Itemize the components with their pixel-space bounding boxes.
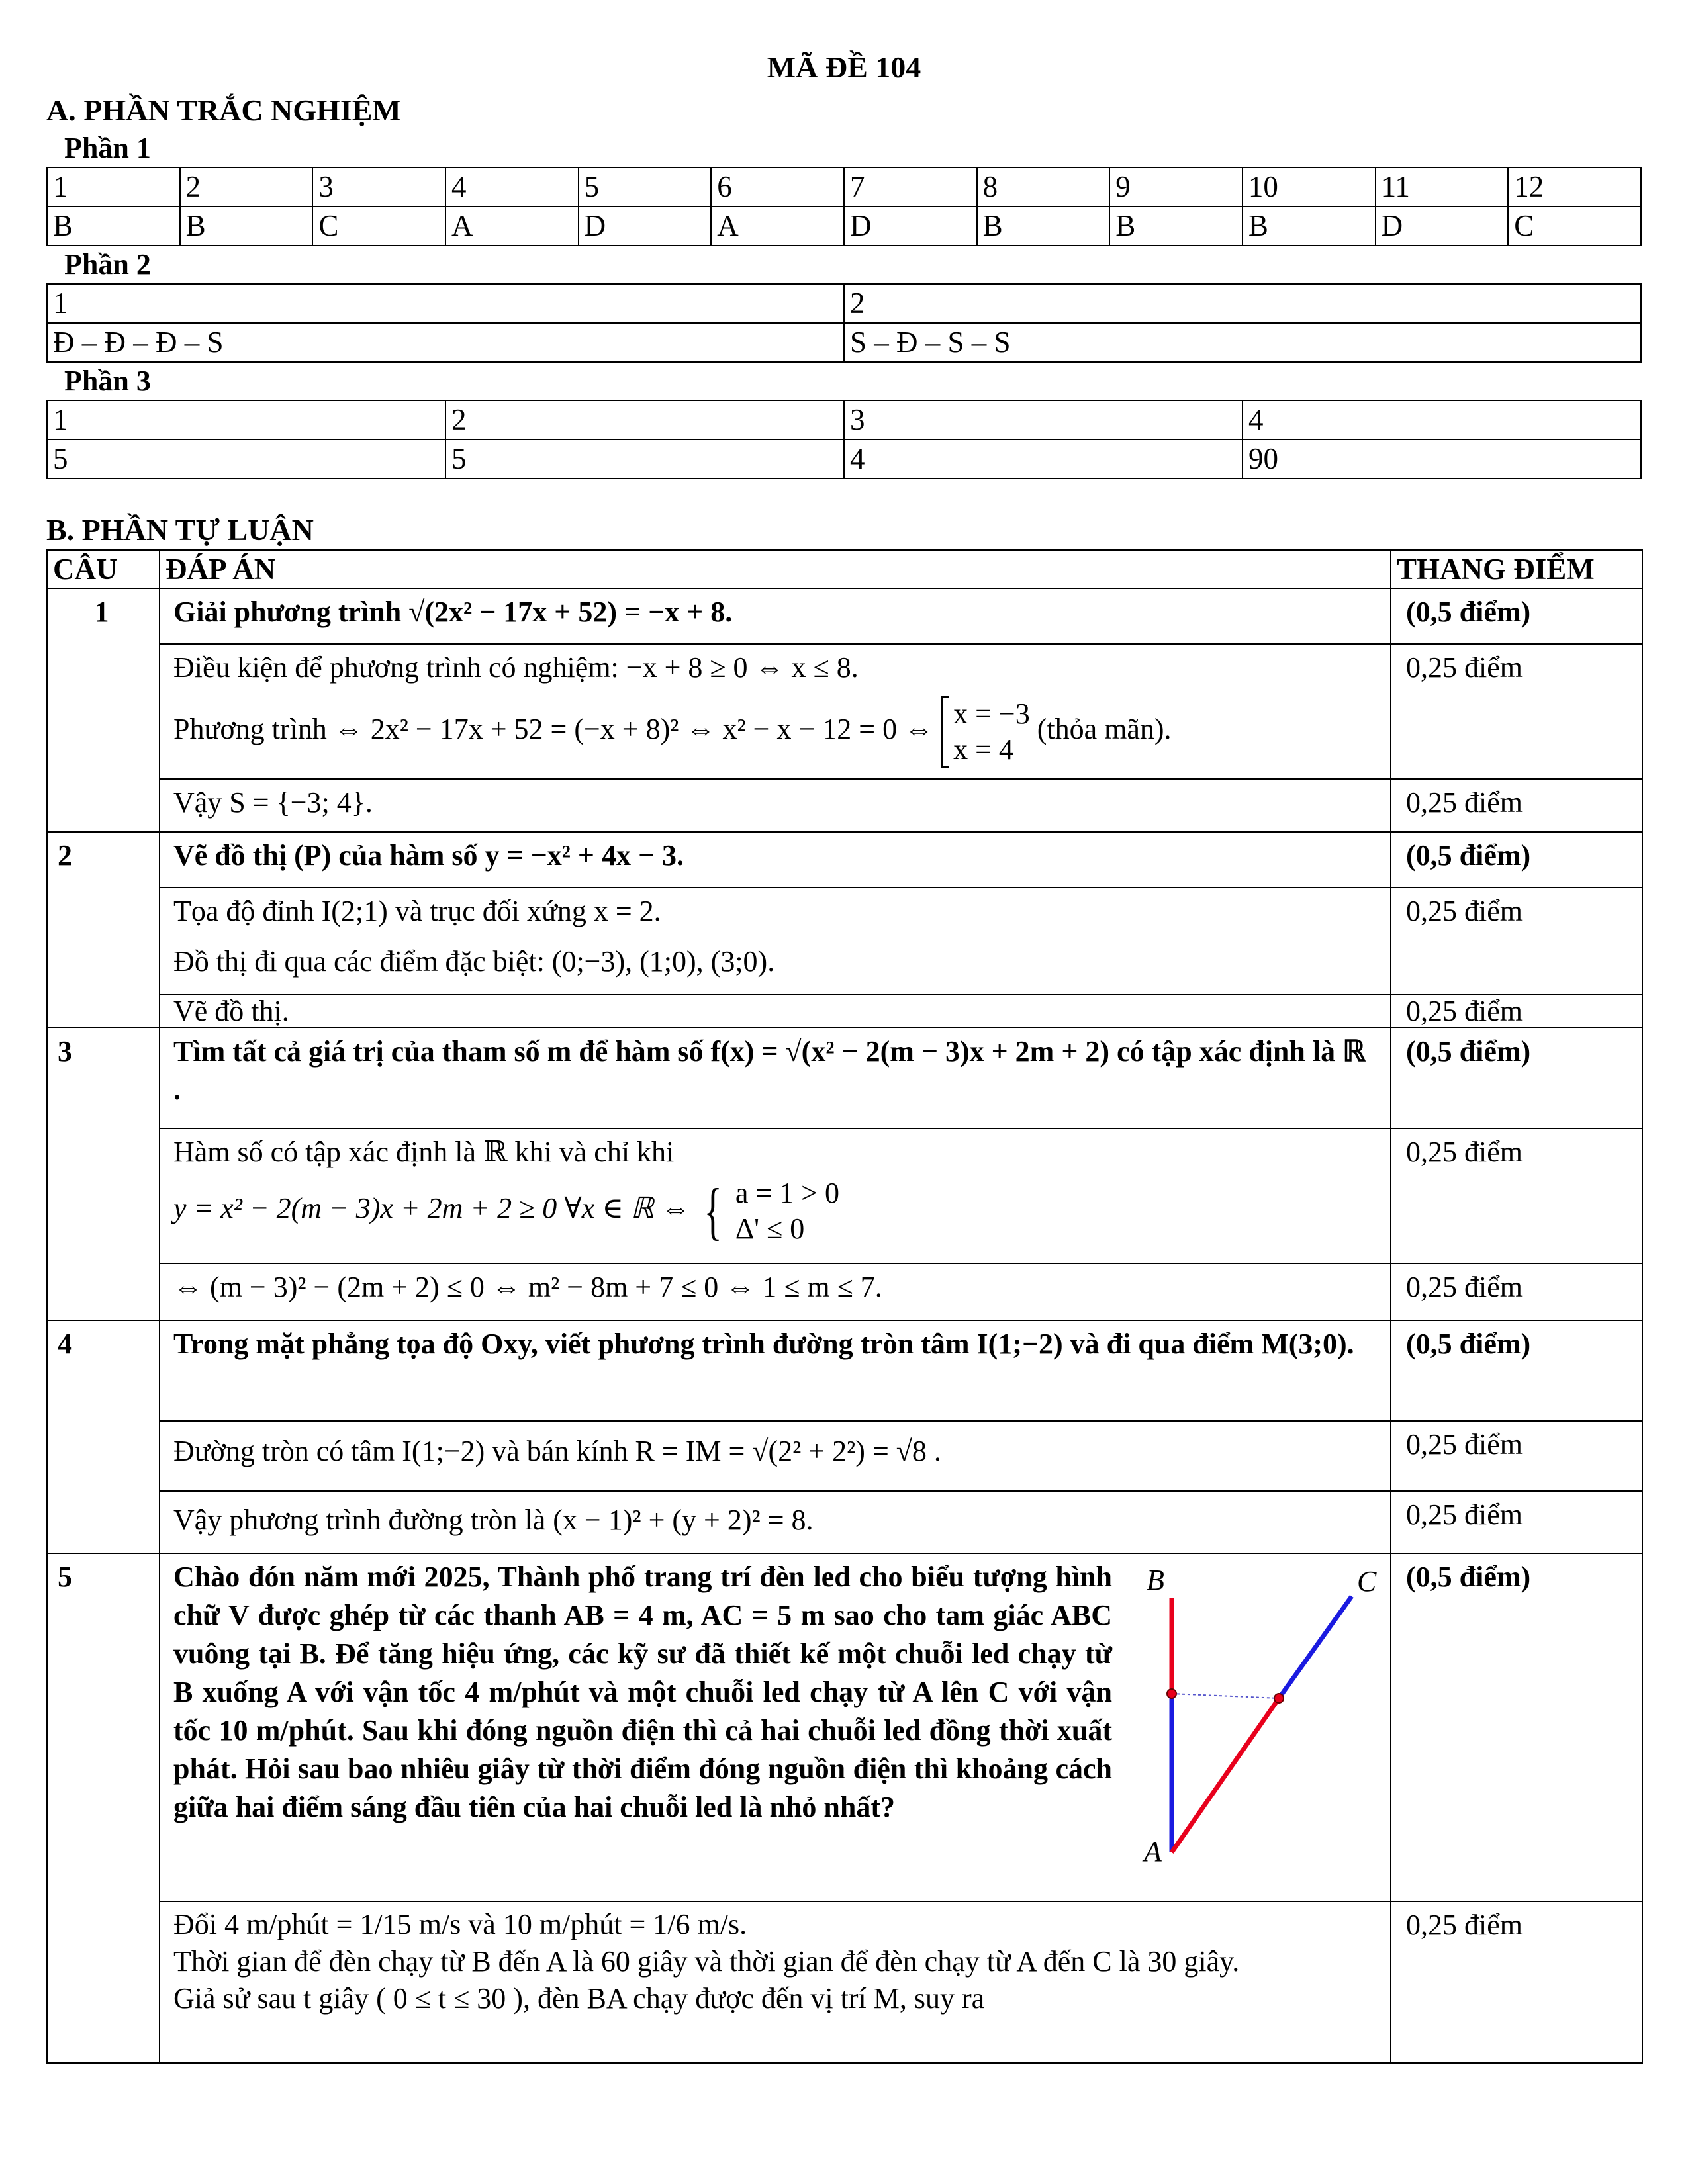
q4-number: 4 [47,1320,160,1553]
table-cell: 1 [47,284,844,323]
segment-ac-unlit [1279,1596,1352,1698]
q4-conclusion-row [47,1491,1642,1553]
distance-dotted-line [1172,1694,1279,1698]
essay-header-row [47,550,1642,588]
q3-condition-2: Δ' ≤ 0 [735,1212,805,1245]
table-cell: D [579,206,712,246]
q2-score-1: 0,25 điểm [1391,887,1642,995]
table-cell: 7 [844,167,977,206]
q2-draw-row [47,995,1642,1028]
q1-root-2: x = 4 [953,733,1013,766]
q2-score-2: 0,25 điểm [1391,995,1642,1028]
part-a-heading: A. PHẦN TRẮC NGHIỆM [46,93,401,127]
q3-brace-icon: { [703,1175,722,1246]
table-cell: 1 [47,400,445,439]
q1-score-2: 0,25 điểm [1391,779,1642,832]
q1-step-row [47,644,1642,779]
q1-points: (0,5 điểm) [1391,588,1642,644]
part2-number-row [47,284,1641,323]
q4-score-1: 0,25 điểm [1391,1421,1642,1491]
q1-conclusion-row [47,779,1642,832]
part2-label: Phần 2 [64,248,151,281]
q2-number: 2 [47,832,160,1028]
table-cell: S – Đ – S – S [844,323,1641,362]
q2-step-row [47,887,1642,995]
table-cell: B [180,206,313,246]
q2-step1: Tọa độ đỉnh I(2;1) và trục đối xứng x = 2. [173,895,661,927]
q5-points: (0,5 điểm) [1391,1553,1642,1901]
table-cell: 5 [47,439,445,478]
vertex-label-b: B [1147,1564,1164,1596]
table-cell: 4 [844,439,1243,478]
vertex-label-a: A [1144,1835,1162,1868]
q1-question-row [47,588,1642,644]
part3-label: Phần 3 [64,365,151,397]
q3-step1: Hàm số có tập xác định là ℝ khi và chỉ khi [173,1136,675,1168]
q2-question-row [47,832,1642,887]
table-cell: 9 [1109,167,1243,206]
table-cell: 3 [844,400,1243,439]
table-cell: 8 [977,167,1110,206]
exam-code-title: MÃ ĐỀ 104 [767,50,921,84]
q5-question: Chào đón năm mới 2025, Thành phố trang trí đèn led cho biểu tượng hình chữ V được ghép từ các thanh AB = 4 m, AC = 5 m sao cho tam giác ABC vuông tại B. Để tăng hiệu ứng, các kỹ sư đã thiết kế một chuỗi led chạy từ B xuống A với vận tốc 4 m/phút và một chuỗi led chạy từ A lên C với vận tốc 10 m/phút. Sau khi đóng nguồn điện thì cả hai chuỗi led đồng thời xuất phát. Hỏi sau bao nhiêu giây từ thời điểm đóng nguồn điện thì khoảng cách giữa hai điểm sáng đầu tiên của hai chuỗi led là nhỏ nhất? [173,1561,1112,1823]
table-cell: 11 [1376,167,1509,206]
segment-ac-lit [1172,1698,1279,1852]
table-cell: 6 [711,167,844,206]
q5-v-figure [1112,1558,1377,1869]
q1-score-1: 0,25 điểm [1391,644,1642,779]
q3-step-row [47,1128,1642,1263]
q3-conclusion-row [47,1263,1642,1320]
table-cell: B [1243,206,1376,246]
q4-step-row [47,1421,1642,1491]
part2-answer-row [47,323,1641,362]
header-thangdiem: THANG ĐIỂM [1391,550,1642,588]
q2-question: Vẽ đồ thị (P) của hàm số y = −x² + 4x − 3. [160,832,1391,887]
q4-step2: Vậy phương trình đường tròn là (x − 1)² + (y + 2)² = 8. [160,1491,1391,1553]
part1-number-row [47,167,1641,206]
table-cell: 4 [445,167,579,206]
table-cell: 4 [1243,400,1641,439]
q3-question: Tìm tất cả giá trị của tham số m để hàm số f(x) = √(x² − 2(m − 3)x + 2m + 2) có tập xác định là ℝ . [160,1028,1391,1128]
q1-step2-lhs: Phương trình ⇔ 2x² − 17x + 52 = (−x + 8)² ⇔ x² − x − 12 = 0 ⇔ [173,713,934,746]
q5-step2: Thời gian để đèn chạy từ B đến A là 60 giây và thời gian để đèn chạy từ A đến C là 30 giây. [173,1945,1240,1978]
q4-step1: Đường tròn có tâm I(1;−2) và bán kính R = IM = √(2² + 2²) = √8 . [160,1421,1391,1491]
table-cell: 90 [1243,439,1641,478]
table-cell: 2 [445,400,844,439]
table-cell: A [711,206,844,246]
q4-question: Trong mặt phẳng tọa độ Oxy, viết phương trình đường tròn tâm I(1;−2) và đi qua điểm M(3;0). [160,1320,1391,1421]
table-cell: B [977,206,1110,246]
q3-question-row [47,1028,1642,1128]
q3-step2-lhs: y = x² − 2(m − 3)x + 2m + 2 ≥ 0 ∀x ∈ ℝ ⇔ [173,1192,690,1225]
part3-table [46,400,1642,479]
q3-points: (0,5 điểm) [1391,1028,1642,1128]
table-cell: 12 [1508,167,1641,206]
table-cell: 3 [312,167,445,206]
q3-number: 3 [47,1028,160,1320]
q5-step-row [47,1901,1642,2063]
table-cell: 2 [180,167,313,206]
q1-number: 1 [47,588,160,832]
q5-step1: Đổi 4 m/phút = 1/15 m/s và 10 m/phút = 1/6 m/s. [173,1908,747,1940]
q2-step3: Vẽ đồ thị. [160,995,1391,1028]
part-b-heading: B. PHẦN TỰ LUẬN [46,513,314,547]
q3-score-1: 0,25 điểm [1391,1128,1642,1263]
part1-answer-row [47,206,1641,246]
header-cau: CÂU [47,550,160,588]
q5-score-1: 0,25 điểm [1391,1901,1642,2063]
table-cell: D [1376,206,1509,246]
q3-score-2: 0,25 điểm [1391,1263,1642,1320]
q4-score-2: 0,25 điểm [1391,1491,1642,1553]
table-cell: B [47,206,180,246]
q1-step2-note: (thỏa mãn). [1037,713,1172,746]
part3-answer-row [47,439,1641,478]
q4-question-row [47,1320,1642,1421]
table-cell: 10 [1243,167,1376,206]
q5-step3: Giả sử sau t giây ( 0 ≤ t ≤ 30 ), đèn BA chạy được đến vị trí M, suy ra [173,1982,985,2015]
table-cell: B [1109,206,1243,246]
part2-table [46,283,1642,363]
q3-condition-1: a = 1 > 0 [735,1177,839,1209]
q1-step1: Điều kiện để phương trình có nghiệm: −x + 8 ≥ 0 ⇔ x ≤ 8. [173,651,859,684]
led-point-ba [1167,1689,1176,1698]
q3-step3: ⇔ (m − 3)² − (2m + 2) ≤ 0 ⇔ m² − 8m + 7 ≤ 0 ⇔ 1 ≤ m ≤ 7. [160,1263,1391,1320]
q1-step3: Vậy S = {−3; 4}. [160,779,1391,832]
table-cell: C [1508,206,1641,246]
table-cell: 2 [844,284,1641,323]
table-cell: 5 [445,439,844,478]
vertex-label-c: C [1357,1565,1377,1598]
q1-question: Giải phương trình √(2x² − 17x + 52) = −x + 8. [160,588,1391,644]
q5-question-row [47,1553,1642,1901]
q2-points: (0,5 điểm) [1391,832,1642,887]
table-cell: A [445,206,579,246]
table-cell: D [844,206,977,246]
q5-question-block [173,1558,1377,1869]
table-cell: Đ – Đ – Đ – S [47,323,844,362]
q3-system [735,1175,839,1247]
header-dapan: ĐÁP ÁN [160,550,1391,588]
table-cell: 1 [47,167,180,206]
q1-root-1: x = −3 [953,698,1030,730]
q2-step2: Đồ thị đi qua các điểm đặc biệt: (0;−3), (1;0), (3;0). [173,945,775,978]
part1-label: Phần 1 [64,132,151,164]
essay-table [46,549,1643,2064]
page [46,40,1642,2064]
table-cell: 5 [579,167,712,206]
part3-number-row [47,400,1641,439]
table-cell: C [312,206,445,246]
part1-table [46,167,1642,246]
q5-number: 5 [47,1553,160,2063]
q1-solution-bracket [941,696,1030,768]
led-point-ac [1274,1694,1284,1703]
q4-points: (0,5 điểm) [1391,1320,1642,1421]
